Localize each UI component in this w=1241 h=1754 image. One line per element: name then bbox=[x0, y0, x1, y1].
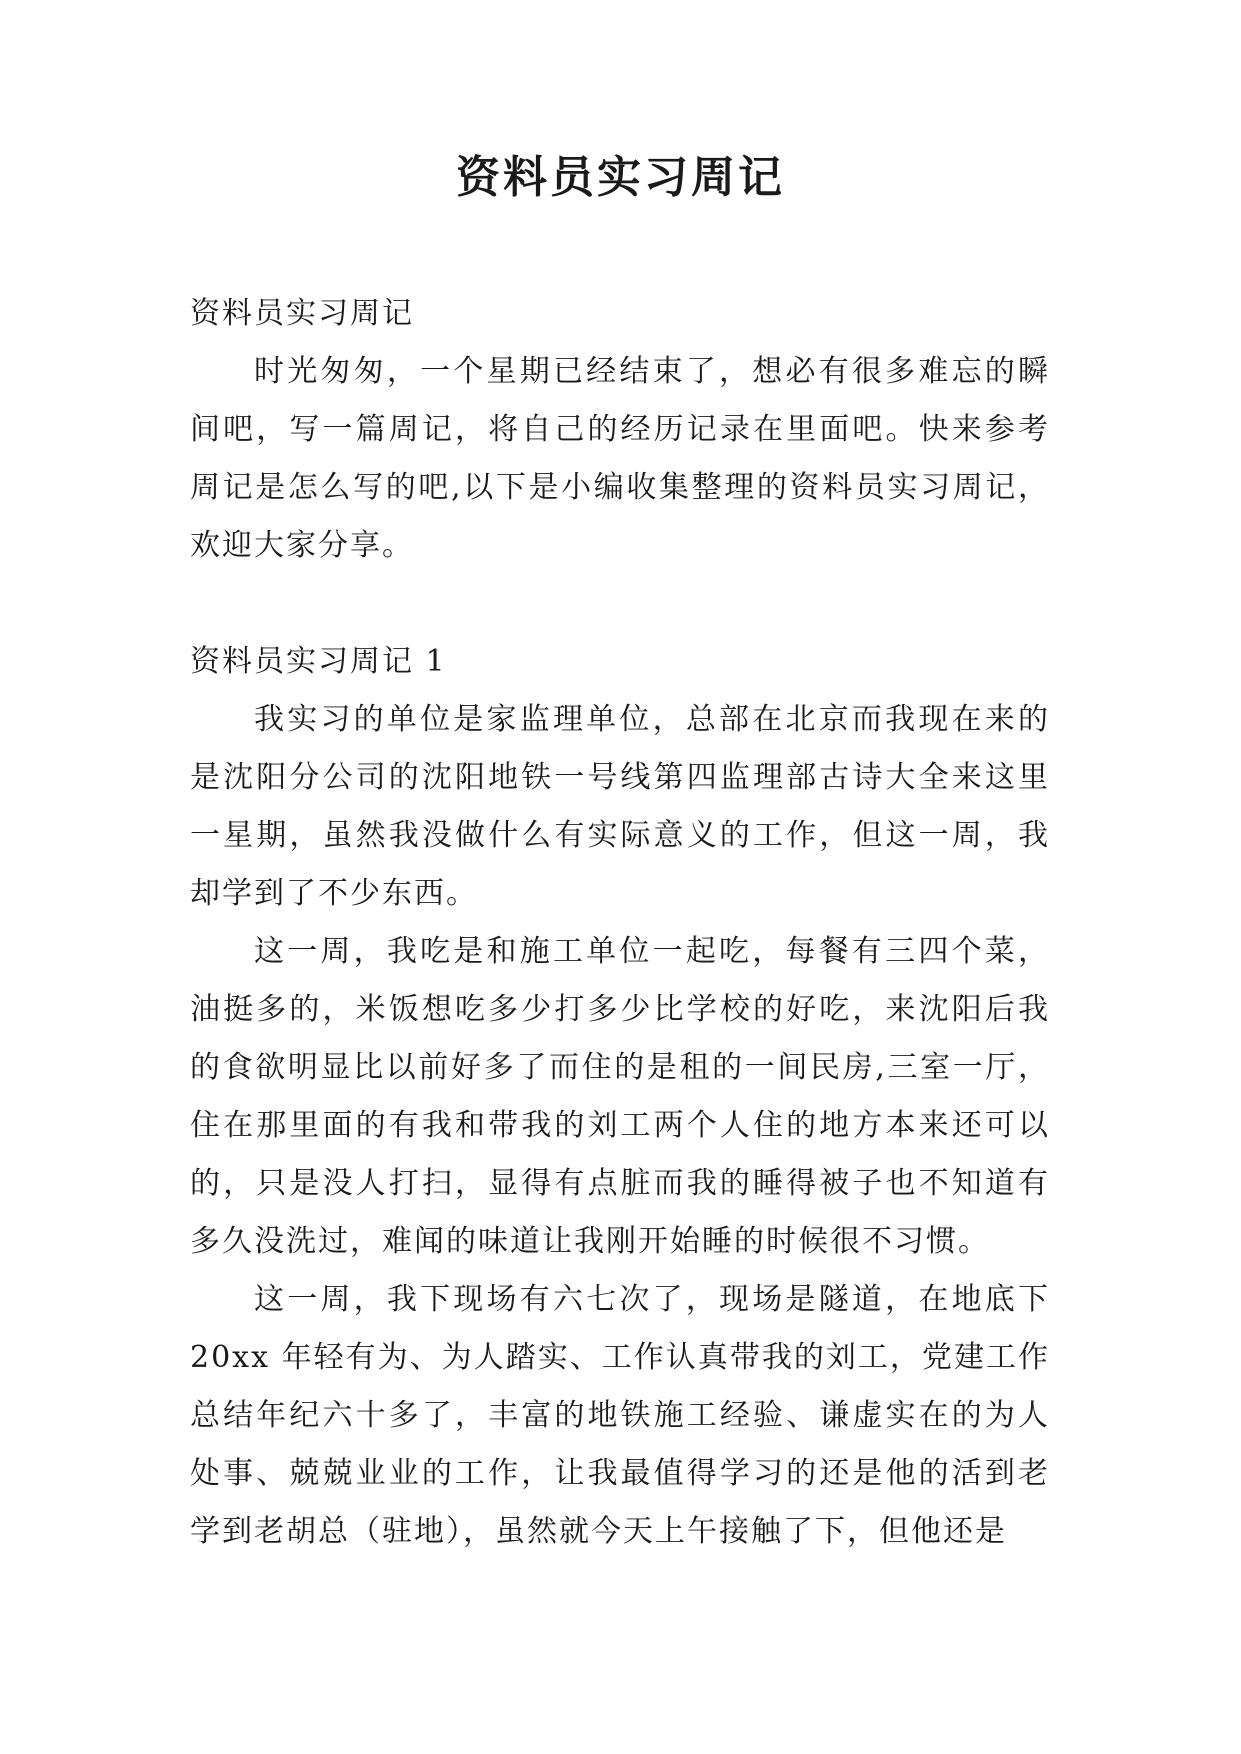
document-title: 资料员实习周记 bbox=[456, 152, 785, 203]
intro-heading: 资料员实习周记 bbox=[190, 296, 414, 331]
section-spacer bbox=[190, 575, 1050, 633]
body-paragraph: 这一周，我下现场有六七次了，现场是隧道，在地底下 20xx 年轻有为、为人踏实、工作认真带我的刘工，党建工作总结年纪六十多了，丰富的地铁施工经验、谦虚实在的为人处事、兢兢业业的工作，让我最值得学习的还是他的活到老学到老胡总（驻地），虽然就今天上午接触了下，但他还是 bbox=[190, 1282, 1050, 1549]
section-heading: 资料员实习周记 1 bbox=[190, 644, 447, 679]
document-body bbox=[190, 285, 1050, 1561]
body-paragraph: 我实习的单位是家监理单位，总部在北京而我现在来的是沈阳分公司的沈阳地铁一号线第四监理部古诗大全来这里一星期，虽然我没做什么有实际意义的工作，但这一周，我却学到了不少东西。 bbox=[190, 702, 1050, 911]
body-paragraph: 这一周，我吃是和施工单位一起吃，每餐有三四个菜，油挺多的，米饭想吃多少打多少比学校的好吃，来沈阳后我的食欲明显比以前好多了而住的是租的一间民房,三室一厅，住在那里面的有我和带我的刘工两个人住的地方本来还可以的，只是没人打扫，显得有点脏而我的睡得被子也不知道有多久没洗过，难闻的味道让我刚开始睡的时候很不习惯。 bbox=[190, 934, 1050, 1259]
intro-paragraph: 时光匆匆，一个星期已经结束了，想必有很多难忘的瞬间吧，写一篇周记，将自己的经历记录在里面吧。快来参考周记是怎么写的吧,以下是小编收集整理的资料员实习周记，欢迎大家分享。 bbox=[190, 354, 1050, 563]
